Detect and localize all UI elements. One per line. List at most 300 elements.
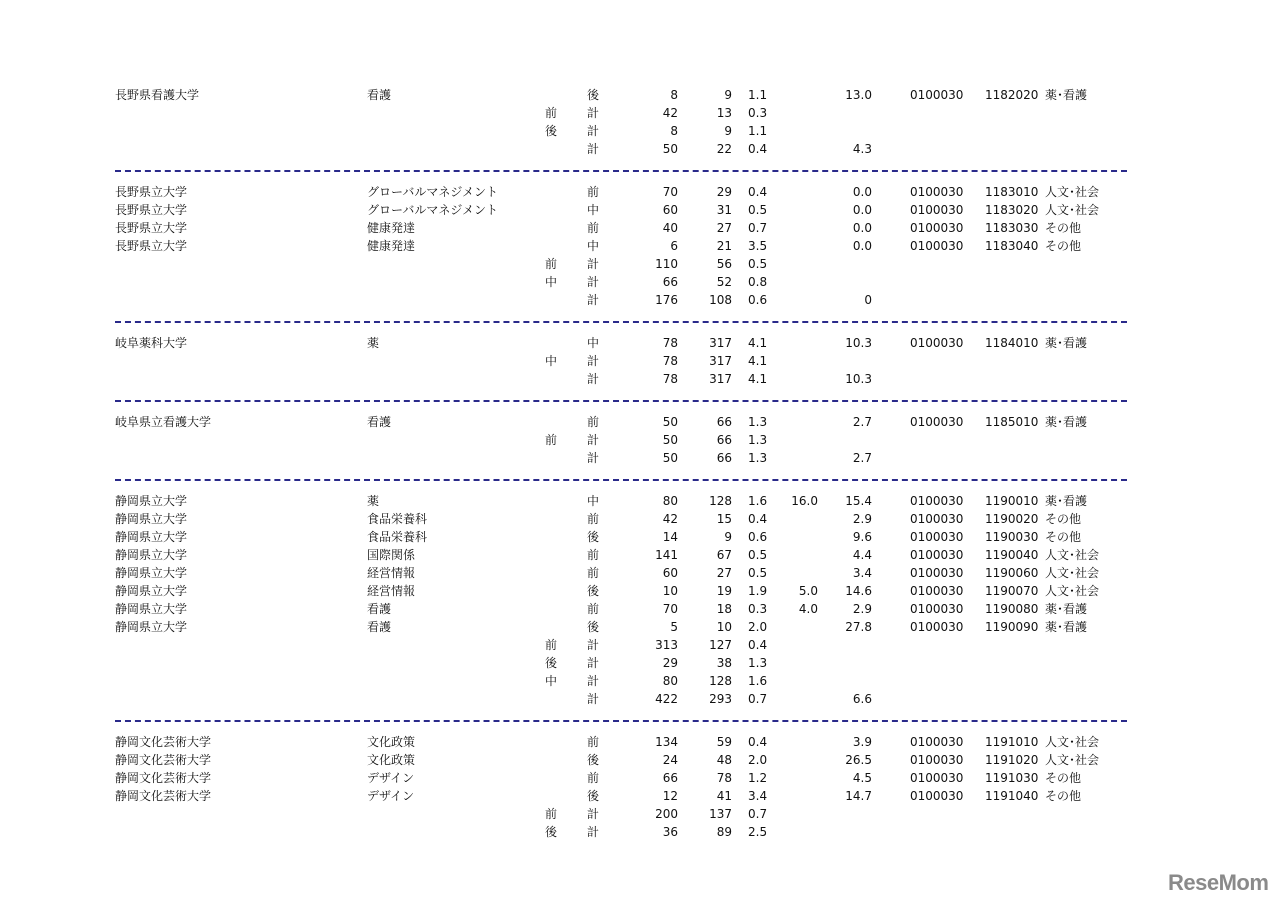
department-name: デザイン xyxy=(367,789,415,803)
exam-term: 計 xyxy=(587,124,600,138)
score: 26.5 xyxy=(845,753,872,767)
extra-score: 16.0 xyxy=(791,494,818,508)
capacity: 36 xyxy=(662,825,678,839)
code-1: 0100030 xyxy=(910,203,964,217)
table-row xyxy=(115,291,1127,309)
ratio: 4.1 xyxy=(748,354,768,368)
ratio: 0.4 xyxy=(748,142,768,156)
table-row xyxy=(115,255,1127,273)
score: 0.0 xyxy=(852,239,872,253)
category: 薬･看護 xyxy=(1045,620,1088,634)
applicants: 89 xyxy=(716,825,732,839)
score: 6.6 xyxy=(852,692,872,706)
capacity: 5 xyxy=(670,620,678,634)
exam-term: 計 xyxy=(587,293,600,307)
exam-term: 後 xyxy=(587,530,600,544)
section-divider xyxy=(115,400,1127,402)
ratio: 4.1 xyxy=(748,372,768,386)
department-name: 経営情報 xyxy=(367,584,416,598)
capacity: 60 xyxy=(662,203,678,217)
exam-term: 前 xyxy=(587,602,600,616)
ratio: 1.9 xyxy=(748,584,768,598)
section-divider xyxy=(115,720,1127,722)
university-name: 静岡県立大学 xyxy=(115,620,188,634)
university-name: 静岡文化芸術大学 xyxy=(115,771,212,785)
department-name: 薬 xyxy=(367,494,380,508)
code-1: 0100030 xyxy=(910,512,964,526)
university-name: 静岡県立大学 xyxy=(115,494,188,508)
ratio: 0.5 xyxy=(748,203,768,217)
code-2: 1190020 xyxy=(985,512,1039,526)
applicants: 13 xyxy=(716,106,732,120)
university-name: 岐阜薬科大学 xyxy=(115,336,188,350)
ratio: 0.5 xyxy=(748,548,768,562)
exam-term: 計 xyxy=(587,354,600,368)
exam-term: 計 xyxy=(587,825,600,839)
code-2: 1190070 xyxy=(985,584,1039,598)
exam-term: 後 xyxy=(587,753,600,767)
applicants: 137 xyxy=(709,807,732,821)
ratio: 1.2 xyxy=(748,771,768,785)
exam-group: 後 xyxy=(545,656,558,670)
table-row xyxy=(115,618,1127,636)
section-divider xyxy=(115,321,1127,323)
exam-term: 後 xyxy=(587,88,600,102)
table-row xyxy=(115,219,1127,237)
score: 0.0 xyxy=(852,185,872,199)
ratio: 0.5 xyxy=(748,257,768,271)
score: 4.3 xyxy=(852,142,872,156)
capacity: 134 xyxy=(655,735,678,749)
exam-term: 計 xyxy=(587,638,600,652)
capacity: 14 xyxy=(662,530,678,544)
ratio: 0.7 xyxy=(748,807,768,821)
department-name: 食品栄養科 xyxy=(367,512,428,526)
table-row xyxy=(115,104,1127,122)
university-name: 長野県看護大学 xyxy=(115,88,200,102)
table-row xyxy=(115,449,1127,467)
ratio: 0.6 xyxy=(748,530,768,544)
code-1: 0100030 xyxy=(910,415,964,429)
exam-term: 中 xyxy=(587,203,600,217)
ratio: 0.4 xyxy=(748,735,768,749)
university-name: 静岡文化芸術大学 xyxy=(115,789,212,803)
table-row xyxy=(115,769,1127,787)
applicants: 317 xyxy=(709,372,732,386)
exam-term: 前 xyxy=(587,221,600,235)
capacity: 66 xyxy=(662,771,678,785)
applicants: 293 xyxy=(709,692,732,706)
exam-term: 前 xyxy=(587,185,600,199)
university-section xyxy=(115,733,1127,853)
category: その他 xyxy=(1045,239,1082,253)
exam-term: 前 xyxy=(587,512,600,526)
score: 2.7 xyxy=(852,451,872,465)
table-row xyxy=(115,510,1127,528)
applicants: 59 xyxy=(716,735,732,749)
score: 9.6 xyxy=(852,530,872,544)
capacity: 78 xyxy=(662,354,678,368)
capacity: 42 xyxy=(662,106,678,120)
capacity: 42 xyxy=(662,512,678,526)
applicants: 27 xyxy=(716,566,732,580)
exam-group: 後 xyxy=(545,124,558,138)
university-section xyxy=(115,86,1127,170)
capacity: 78 xyxy=(662,336,678,350)
applicants: 66 xyxy=(716,415,732,429)
ratio: 0.4 xyxy=(748,512,768,526)
exam-term: 計 xyxy=(587,372,600,386)
category: 人文･社会 xyxy=(1045,753,1100,767)
applicants: 22 xyxy=(716,142,732,156)
capacity: 29 xyxy=(662,656,678,670)
applicants: 9 xyxy=(724,124,732,138)
table-row xyxy=(115,492,1127,510)
university-name: 静岡県立大学 xyxy=(115,530,188,544)
capacity: 50 xyxy=(662,415,678,429)
resemom-logo: ReseMom xyxy=(1168,870,1269,895)
exam-group: 中 xyxy=(545,354,558,368)
extra-score: 5.0 xyxy=(798,584,818,598)
capacity: 70 xyxy=(662,185,678,199)
exam-group: 中 xyxy=(545,674,558,688)
department-name: グローバルマネジメント xyxy=(367,185,499,199)
capacity: 70 xyxy=(662,602,678,616)
table-row xyxy=(115,370,1127,388)
exam-term: 後 xyxy=(587,620,600,634)
code-2: 1183010 xyxy=(985,185,1039,199)
applicants: 21 xyxy=(716,239,732,253)
score: 27.8 xyxy=(845,620,872,634)
capacity: 8 xyxy=(670,124,678,138)
table-row xyxy=(115,690,1127,708)
ratio: 0.6 xyxy=(748,293,768,307)
exam-term: 中 xyxy=(587,336,600,350)
exam-term: 計 xyxy=(587,142,600,156)
code-1: 0100030 xyxy=(910,584,964,598)
ratio: 2.0 xyxy=(748,753,768,767)
code-2: 1190080 xyxy=(985,602,1039,616)
table-row xyxy=(115,582,1127,600)
university-name: 長野県立大学 xyxy=(115,221,188,235)
ratio: 1.6 xyxy=(748,674,768,688)
applicants: 29 xyxy=(716,185,732,199)
exam-term: 計 xyxy=(587,692,600,706)
applicants: 66 xyxy=(716,433,732,447)
table-row xyxy=(115,183,1127,201)
capacity: 66 xyxy=(662,275,678,289)
code-2: 1182020 xyxy=(985,88,1039,102)
score: 4.4 xyxy=(852,548,872,562)
table-row xyxy=(115,140,1127,158)
table-row xyxy=(115,751,1127,769)
department-name: 看護 xyxy=(367,415,392,429)
applicants: 10 xyxy=(716,620,732,634)
code-2: 1191020 xyxy=(985,753,1039,767)
ratio: 3.5 xyxy=(748,239,768,253)
score: 4.5 xyxy=(852,771,872,785)
score: 3.4 xyxy=(852,566,872,580)
category: その他 xyxy=(1045,530,1082,544)
code-1: 0100030 xyxy=(910,789,964,803)
table-row xyxy=(115,805,1127,823)
code-1: 0100030 xyxy=(910,239,964,253)
exam-term: 後 xyxy=(587,584,600,598)
category: 薬･看護 xyxy=(1045,602,1088,616)
ratio: 3.4 xyxy=(748,789,768,803)
table-row xyxy=(115,413,1127,431)
code-2: 1190040 xyxy=(985,548,1039,562)
code-1: 0100030 xyxy=(910,336,964,350)
table-row xyxy=(115,237,1127,255)
applicants: 48 xyxy=(716,753,732,767)
admission-statistics-table xyxy=(115,86,1127,853)
exam-group: 前 xyxy=(545,257,558,271)
ratio: 4.1 xyxy=(748,336,768,350)
capacity: 60 xyxy=(662,566,678,580)
applicants: 15 xyxy=(716,512,732,526)
capacity: 40 xyxy=(662,221,678,235)
ratio: 1.3 xyxy=(748,451,768,465)
ratio: 2.5 xyxy=(748,825,768,839)
university-name: 静岡県立大学 xyxy=(115,584,188,598)
ratio: 1.6 xyxy=(748,494,768,508)
code-2: 1183020 xyxy=(985,203,1039,217)
department-name: デザイン xyxy=(367,771,415,785)
ratio: 1.3 xyxy=(748,656,768,670)
department-name: 健康発達 xyxy=(367,239,416,253)
university-name: 静岡文化芸術大学 xyxy=(115,753,212,767)
capacity: 422 xyxy=(655,692,678,706)
university-name: 静岡県立大学 xyxy=(115,566,188,580)
university-name: 長野県立大学 xyxy=(115,185,188,199)
exam-term: 計 xyxy=(587,257,600,271)
exam-term: 計 xyxy=(587,451,600,465)
applicants: 108 xyxy=(709,293,732,307)
score: 2.9 xyxy=(852,602,872,616)
code-2: 1185010 xyxy=(985,415,1039,429)
table-row xyxy=(115,564,1127,582)
table-row xyxy=(115,654,1127,672)
department-name: 健康発達 xyxy=(367,221,416,235)
exam-term: 中 xyxy=(587,239,600,253)
department-name: 看護 xyxy=(367,88,392,102)
capacity: 24 xyxy=(662,753,678,767)
department-name: 薬 xyxy=(367,336,380,350)
code-1: 0100030 xyxy=(910,620,964,634)
exam-group: 前 xyxy=(545,433,558,447)
score: 0.0 xyxy=(852,221,872,235)
applicants: 19 xyxy=(716,584,732,598)
category: 人文･社会 xyxy=(1045,735,1100,749)
ratio: 0.4 xyxy=(748,638,768,652)
table-row xyxy=(115,528,1127,546)
applicants: 67 xyxy=(716,548,732,562)
applicants: 38 xyxy=(716,656,732,670)
category: 薬･看護 xyxy=(1045,88,1088,102)
applicants: 128 xyxy=(709,494,732,508)
table-row xyxy=(115,787,1127,805)
exam-group: 前 xyxy=(545,638,558,652)
category: 薬･看護 xyxy=(1045,494,1088,508)
department-name: 文化政策 xyxy=(367,753,416,767)
exam-term: 計 xyxy=(587,807,600,821)
score: 10.3 xyxy=(845,372,872,386)
category: その他 xyxy=(1045,512,1082,526)
category: 薬･看護 xyxy=(1045,336,1088,350)
code-2: 1191030 xyxy=(985,771,1039,785)
section-divider xyxy=(115,170,1127,172)
department-name: グローバルマネジメント xyxy=(367,203,499,217)
capacity: 200 xyxy=(655,807,678,821)
score: 15.4 xyxy=(845,494,872,508)
score: 0.0 xyxy=(852,203,872,217)
category: 薬･看護 xyxy=(1045,415,1088,429)
category: その他 xyxy=(1045,789,1082,803)
university-name: 静岡県立大学 xyxy=(115,548,188,562)
applicants: 52 xyxy=(716,275,732,289)
applicants: 9 xyxy=(724,88,732,102)
exam-term: 計 xyxy=(587,674,600,688)
applicants: 317 xyxy=(709,354,732,368)
score: 10.3 xyxy=(845,336,872,350)
category: 人文･社会 xyxy=(1045,185,1100,199)
capacity: 110 xyxy=(655,257,678,271)
university-section xyxy=(115,413,1127,479)
score: 2.7 xyxy=(852,415,872,429)
applicants: 18 xyxy=(716,602,732,616)
code-2: 1191010 xyxy=(985,735,1039,749)
section-divider xyxy=(115,479,1127,481)
exam-term: 後 xyxy=(587,789,600,803)
code-1: 0100030 xyxy=(910,88,964,102)
score: 14.7 xyxy=(845,789,872,803)
department-name: 看護 xyxy=(367,602,392,616)
university-name: 長野県立大学 xyxy=(115,203,188,217)
capacity: 141 xyxy=(655,548,678,562)
score: 13.0 xyxy=(845,88,872,102)
table-row xyxy=(115,334,1127,352)
code-2: 1190010 xyxy=(985,494,1039,508)
score: 14.6 xyxy=(845,584,872,598)
score: 0 xyxy=(864,293,872,307)
exam-term: 計 xyxy=(587,106,600,120)
applicants: 128 xyxy=(709,674,732,688)
ratio: 1.3 xyxy=(748,415,768,429)
category: 人文･社会 xyxy=(1045,584,1100,598)
table-row xyxy=(115,201,1127,219)
code-1: 0100030 xyxy=(910,185,964,199)
capacity: 176 xyxy=(655,293,678,307)
capacity: 50 xyxy=(662,142,678,156)
category: その他 xyxy=(1045,771,1082,785)
code-1: 0100030 xyxy=(910,221,964,235)
code-2: 1191040 xyxy=(985,789,1039,803)
code-1: 0100030 xyxy=(910,735,964,749)
university-name: 長野県立大学 xyxy=(115,239,188,253)
applicants: 127 xyxy=(709,638,732,652)
code-2: 1190030 xyxy=(985,530,1039,544)
university-name: 静岡県立大学 xyxy=(115,602,188,616)
table-row xyxy=(115,273,1127,291)
code-1: 0100030 xyxy=(910,566,964,580)
exam-term: 前 xyxy=(587,548,600,562)
code-1: 0100030 xyxy=(910,548,964,562)
ratio: 0.7 xyxy=(748,692,768,706)
capacity: 80 xyxy=(662,494,678,508)
code-1: 0100030 xyxy=(910,494,964,508)
applicants: 27 xyxy=(716,221,732,235)
department-name: 経営情報 xyxy=(367,566,416,580)
university-section xyxy=(115,183,1127,321)
code-1: 0100030 xyxy=(910,530,964,544)
code-2: 1183040 xyxy=(985,239,1039,253)
score: 2.9 xyxy=(852,512,872,526)
code-1: 0100030 xyxy=(910,753,964,767)
capacity: 78 xyxy=(662,372,678,386)
code-1: 0100030 xyxy=(910,602,964,616)
ratio: 0.7 xyxy=(748,221,768,235)
university-name: 静岡文化芸術大学 xyxy=(115,735,212,749)
department-name: 国際関係 xyxy=(367,548,416,562)
table-row xyxy=(115,86,1127,104)
applicants: 31 xyxy=(716,203,732,217)
department-name: 食品栄養科 xyxy=(367,530,428,544)
table-row xyxy=(115,636,1127,654)
ratio: 0.8 xyxy=(748,275,768,289)
capacity: 12 xyxy=(662,789,678,803)
ratio: 0.3 xyxy=(748,106,768,120)
applicants: 78 xyxy=(716,771,732,785)
exam-group: 後 xyxy=(545,825,558,839)
ratio: 1.1 xyxy=(748,88,768,102)
applicants: 41 xyxy=(716,789,732,803)
score: 3.9 xyxy=(852,735,872,749)
code-2: 1190090 xyxy=(985,620,1039,634)
category: 人文･社会 xyxy=(1045,203,1100,217)
ratio: 0.4 xyxy=(748,185,768,199)
table-row xyxy=(115,122,1127,140)
category: 人文･社会 xyxy=(1045,548,1100,562)
category: その他 xyxy=(1045,221,1082,235)
exam-group: 中 xyxy=(545,275,558,289)
extra-score: 4.0 xyxy=(798,602,818,616)
exam-term: 前 xyxy=(587,735,600,749)
capacity: 313 xyxy=(655,638,678,652)
code-2: 1184010 xyxy=(985,336,1039,350)
capacity: 10 xyxy=(662,584,678,598)
university-section xyxy=(115,334,1127,400)
department-name: 文化政策 xyxy=(367,735,416,749)
code-2: 1190060 xyxy=(985,566,1039,580)
university-section xyxy=(115,492,1127,720)
ratio: 1.1 xyxy=(748,124,768,138)
capacity: 50 xyxy=(662,451,678,465)
capacity: 6 xyxy=(670,239,678,253)
department-name: 看護 xyxy=(367,620,392,634)
exam-term: 前 xyxy=(587,415,600,429)
ratio: 1.3 xyxy=(748,433,768,447)
exam-group: 前 xyxy=(545,807,558,821)
exam-term: 計 xyxy=(587,433,600,447)
exam-group: 前 xyxy=(545,106,558,120)
ratio: 0.3 xyxy=(748,602,768,616)
table-row xyxy=(115,352,1127,370)
university-name: 岐阜県立看護大学 xyxy=(115,415,212,429)
table-row xyxy=(115,733,1127,751)
table-row xyxy=(115,600,1127,618)
applicants: 9 xyxy=(724,530,732,544)
